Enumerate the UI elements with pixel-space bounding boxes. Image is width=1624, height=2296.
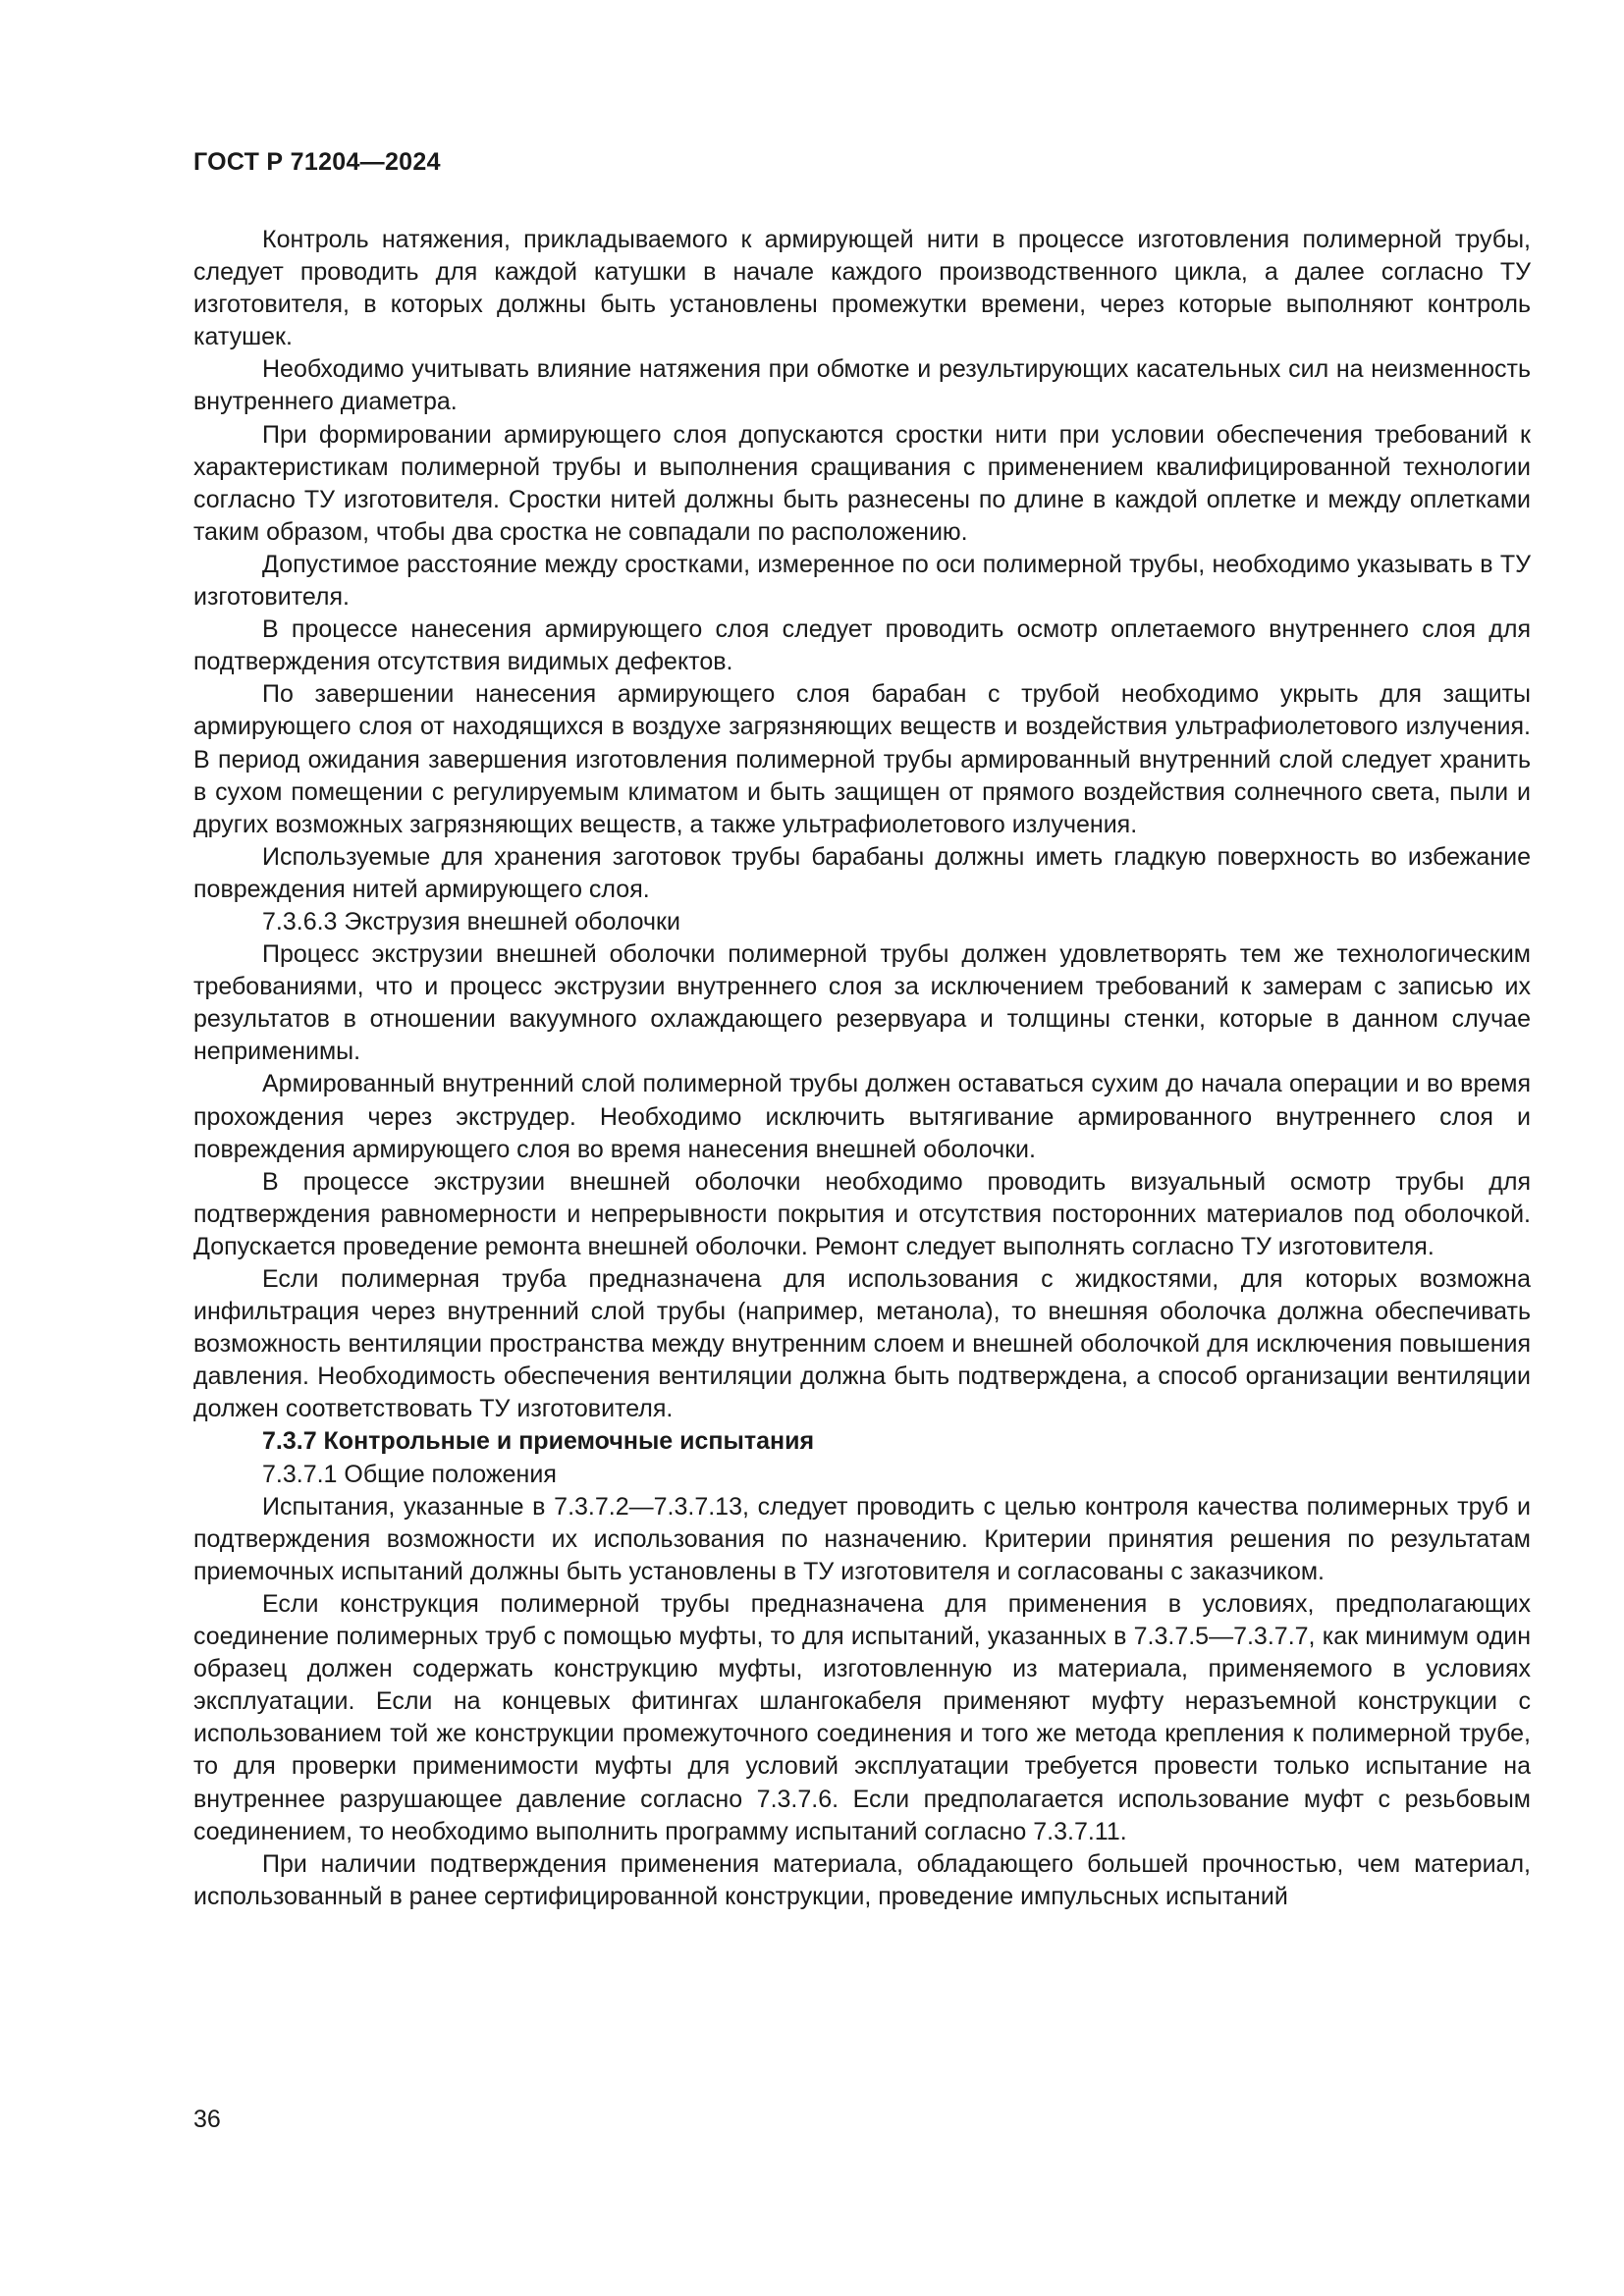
paragraph: Используемые для хранения заготовок трубы барабаны должны иметь гладкую поверхность во избежание повреждения нитей армирующего слоя. bbox=[193, 842, 1531, 903]
paragraph: Если конструкция полимерной трубы предназначена для применения в условиях, предполагающих соединение полимерных труб с помощью муфты, то для испытаний, указанных в 7.3.7.5—7.3.7.7, как минимум один образец должен содержать конструкцию муфты, изготовленную из материала, применяемого в условиях эксплуатации. Если на концевых фитингах шлангокабеля применяют муфту неразъемной конструкции с использованием той же конструкции промежуточного соединения и того же метода крепления к полимерной трубе, то для проверки применимости муфты для условий эксплуатации требуется провести только испытание на внутреннее разрушающее давление согласно 7.3.7.6. Если предполагается использование муфт с резьбовым соединением, то необходимо выполнить программу испытаний согласно 7.3.7.11. bbox=[193, 1589, 1531, 1845]
paragraph: В процессе нанесения армирующего слоя следует проводить осмотр оплетаемого внутреннего слоя для подтверждения отсутствия видимых дефектов. bbox=[193, 615, 1531, 676]
paragraph: По завершении нанесения армирующего слоя барабан с трубой необходимо укрыть для защиты армирующего слоя от находящихся в воздухе загрязняющих веществ и воздействия ультрафиолетового излучения. В период ожидания завершения изготовления полимерной трубы армированный внутренний слой следует хранить в сухом помещении с регулируемым климатом и быть защищен от прямого воздействия солнечного света, пыли и других возможных загрязняющих веществ, а также ультрафиолетового излучения. bbox=[193, 680, 1531, 838]
paragraph: Контроль натяжения, прикладываемого к армирующей нити в процессе изготовления полимерной трубы, следует проводить для каждой катушки в начале каждого производственного цикла, а далее согласно ТУ изготовителя, в которых должны быть установлены промежутки времени, через которые выполняют контроль катушек. bbox=[193, 226, 1531, 351]
paragraph: Процесс экструзии внешней оболочки полимерной трубы должен удовлетворять тем же технологическим требованиями, что и процесс экструзии внутреннего слоя за исключением требований к замерам с записью их результатов в отношении вакуумного охлаждающего резервуара и толщины стенки, которые в данном случае неприменимы. bbox=[193, 940, 1531, 1066]
document-header: ГОСТ Р 71204—2024 bbox=[193, 148, 441, 176]
section-heading: 7.3.7 Контрольные и приемочные испытания bbox=[262, 1427, 815, 1456]
paragraph: При формировании армирующего слоя допускаются сростки нити при условии обеспечения требований к характеристикам полимерной трубы и выполнения сращивания с применением квалифицированной технологии согласно ТУ изготовителя. Сростки нитей должны быть разнесены по длине в каждой оплетке и между оплетками таким образом, чтобы два сростка не совпадали по расположению. bbox=[193, 420, 1531, 546]
document-body bbox=[193, 224, 1531, 1913]
paragraph: Если полимерная труба предназначена для использования с жидкостями, для которых возможна инфильтрация через внутренний слой трубы (например, метанола), то внешняя оболочка должна обеспечивать возможность вентиляции пространства между внутренним слоем и внешней оболочкой для исключения повышения давления. Необходимость обеспечения вентиляции должна быть подтверждена, а способ организации вентиляции должен соответствовать ТУ изготовителя. bbox=[193, 1265, 1531, 1423]
paragraph: Армированный внутренний слой полимерной трубы должен оставаться сухим до начала операции и во время прохождения через экструдер. Необходимо исключить вытягивание армированного внутреннего слоя и повреждения армирующего слоя во время нанесения внешней оболочки. bbox=[193, 1070, 1531, 1163]
paragraph: Испытания, указанные в 7.3.7.2—7.3.7.13, следует проводить с целью контроля качества полимерных труб и подтверждения возможности их использования по назначению. Критерии принятия решения по результатам приемочных испытаний должны быть установлены в ТУ изготовителя и согласованы с заказчиком. bbox=[193, 1492, 1531, 1585]
subsection-title: 7.3.6.3 Экструзия внешней оболочки bbox=[262, 907, 680, 935]
paragraph: Допустимое расстояние между сростками, измеренное по оси полимерной трубы, необходимо указывать в ТУ изготовителя. bbox=[193, 550, 1531, 612]
page-number: 36 bbox=[193, 2106, 221, 2133]
paragraph: В процессе экструзии внешней оболочки необходимо проводить визуальный осмотр трубы для подтверждения равномерности и непрерывности покрытия и отсутствия посторонних материалов под оболочкой. Допускается проведение ремонта внешней оболочки. Ремонт следует выполнять согласно ТУ изготовителя. bbox=[193, 1167, 1531, 1260]
paragraph: При наличии подтверждения применения материала, обладающего большей прочностью, чем материал, использованный в ранее сертифицированной конструкции, проведение импульсных испытаний bbox=[193, 1849, 1531, 1910]
paragraph: Необходимо учитывать влияние натяжения при обмотке и результирующих касательных сил на неизменность внутреннего диаметра. bbox=[193, 355, 1531, 416]
subsection-title: 7.3.7.1 Общие положения bbox=[262, 1460, 557, 1488]
